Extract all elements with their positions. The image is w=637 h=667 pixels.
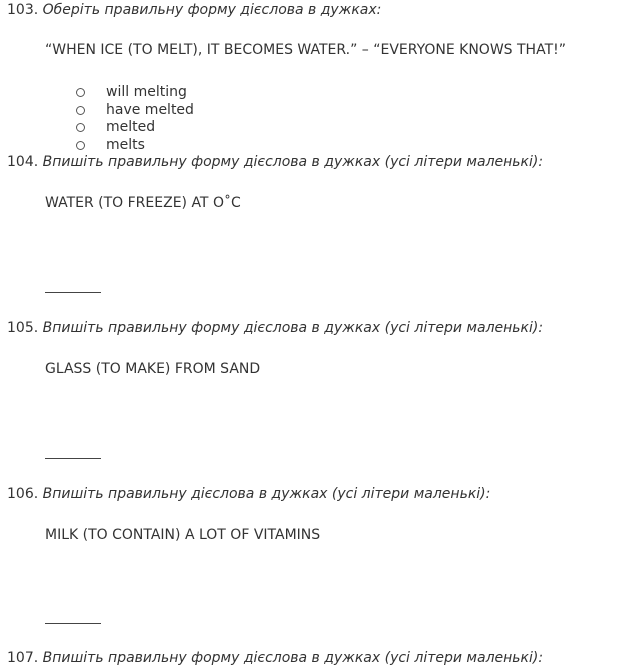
question-105 (0, 319, 637, 469)
option-label: melted (106, 119, 156, 135)
question-instruction: Впишіть правильну дієслова в дужках (усі літери маленькі): (42, 486, 491, 502)
question-header (7, 649, 543, 667)
question-number: 107. (7, 650, 39, 666)
option-label: have melted (106, 101, 194, 118)
answer-blank[interactable] (45, 458, 101, 459)
question-header (7, 485, 490, 503)
question-header (7, 1, 381, 19)
question-106 (0, 485, 637, 635)
question-103 (0, 0, 637, 156)
answer-blank[interactable] (45, 623, 101, 624)
question-instruction: Впишіть правильну форму дієслова в дужках (усі літери маленькі): (42, 154, 544, 170)
question-number: 103. (7, 2, 39, 18)
question-104 (0, 153, 637, 303)
question-header (7, 319, 543, 337)
option-label: melts (106, 136, 145, 153)
question-number: 106. (7, 486, 39, 502)
question-prompt: WATER (TO FREEZE) AT O˚C (45, 195, 241, 211)
question-prompt: MILK (TO CONTAIN) A LOT OF VITAMINS (45, 527, 321, 543)
question-header (7, 153, 543, 171)
radio-button-icon[interactable] (76, 88, 85, 97)
answer-option[interactable] (0, 102, 637, 120)
answer-option[interactable] (0, 119, 637, 137)
question-prompt: “WHEN ICE (TO MELT), IT BECOMES WATER.” – “EVERYONE KNOWS THAT!” (45, 42, 566, 58)
answer-blank[interactable] (45, 292, 101, 293)
radio-button-icon[interactable] (76, 141, 85, 150)
question-instruction: Впишіть правильну форму дієслова в дужках (усі літери маленькі): (42, 650, 544, 666)
question-107 (0, 649, 637, 666)
option-label: will melting (106, 84, 187, 100)
question-prompt: GLASS (TO MAKE) FROM SAND (45, 361, 261, 377)
radio-button-icon[interactable] (76, 106, 85, 115)
answer-options (0, 84, 637, 154)
question-number: 105. (7, 320, 39, 336)
answer-option[interactable] (0, 84, 637, 102)
answer-option[interactable] (0, 137, 637, 155)
question-number: 104. (7, 154, 39, 170)
radio-button-icon[interactable] (76, 123, 85, 132)
question-instruction: Впишіть правильну форму дієслова в дужках (усі літери маленькі): (42, 320, 544, 336)
question-instruction: Оберіть правильну форму дієслова в дужках: (42, 2, 382, 18)
